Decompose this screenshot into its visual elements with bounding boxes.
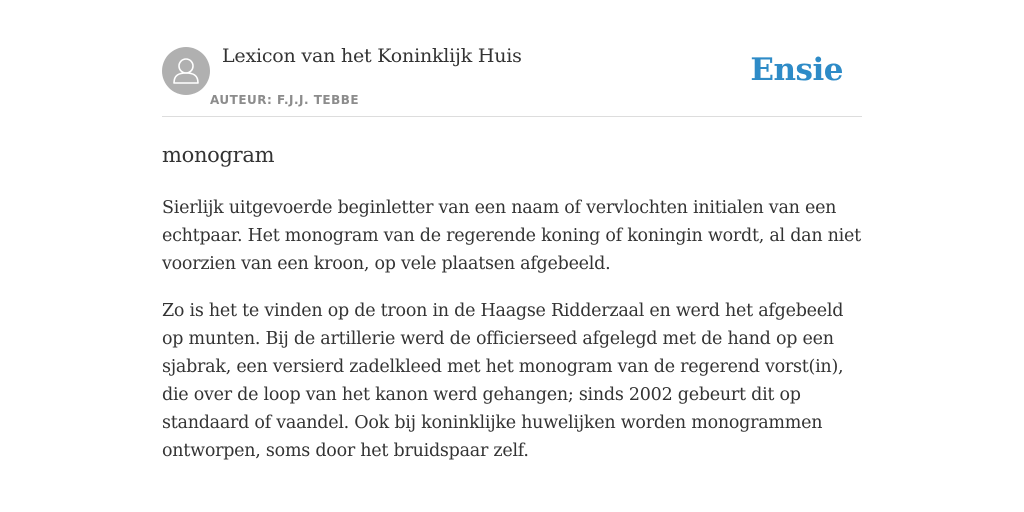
entry-paragraph: Sierlijk uitgevoerde beginletter van een naam of vervlochten initialen van een echtpaar. Het monogram van de regerende koning of koningin wordt, al dan niet voorzien van een kroon, op vele plaatsen afgebeeld. xyxy=(162,198,861,274)
entry-content xyxy=(162,138,867,484)
entry-paragraph: Zo is het te vinden op de troon in de Haagse Ridderzaal en werd het afgebeeld op munten. Bij de artillerie werd de officierseed afgelegd met de hand op een sjabrak, een versierd zadelkleed met het monogram van de regerend vorst(in), die over de loop van het kanon werd gehangen; sinds 2002 gebeurt dit op standaard of vaandel. Ook bij koninklijke huwelijken worden monogrammen ontworpen, soms door het bruidspaar zelf. xyxy=(162,301,844,461)
entry-header xyxy=(162,44,862,117)
brand-logo[interactable]: Ensie xyxy=(750,52,843,88)
entry-title: monogram xyxy=(162,143,275,167)
author-name[interactable]: AUTEUR: F.J.J. TEBBE xyxy=(210,93,360,107)
book-title[interactable]: Lexicon van het Koninklijk Huis xyxy=(222,45,522,67)
author-avatar xyxy=(162,47,210,95)
